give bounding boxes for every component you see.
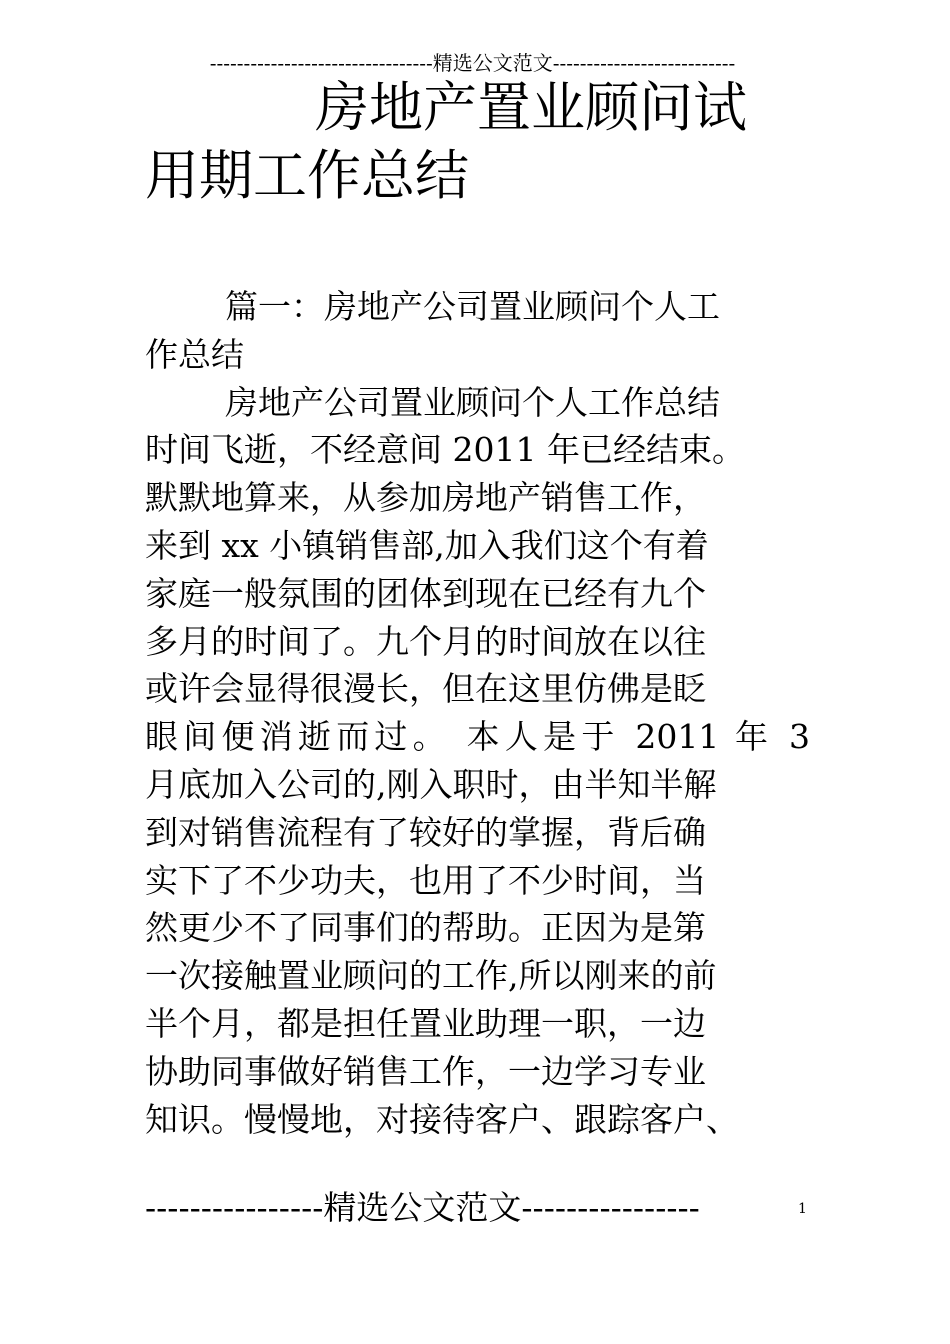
body-line: 多月的时间了。九个月的时间放在以往 xyxy=(145,621,706,661)
body-line: 眼间便消逝而过。 本人是于 2011 年 3 xyxy=(145,717,810,757)
page-number: 1 xyxy=(798,1201,807,1217)
body-line: 然更少不了同事们的帮助。正因为是第 xyxy=(145,908,706,948)
body-line: 月底加入公司的,刚入职时，由半知半解 xyxy=(145,764,717,804)
body-line: 到对销售流程有了较好的掌握，背后确 xyxy=(145,812,706,852)
body-line: 一次接触置业顾问的工作,所以刚来的前 xyxy=(145,956,717,996)
document-title xyxy=(145,74,805,210)
body-line: 来到 xx 小镇销售部,加入我们这个有着 xyxy=(145,525,709,565)
body-line: 默默地算来，从参加房地产销售工作， xyxy=(145,478,706,518)
page-header: ---------------------------------精选公文范文--------------------------- xyxy=(209,51,736,75)
title-line-1: 房地产置业顾问试 xyxy=(315,76,747,139)
page-footer: ----------------精选公文范文---------------- xyxy=(145,1188,700,1227)
title-line-2: 用期工作总结 xyxy=(145,144,469,207)
body-line: 篇一：房地产公司置业顾问个人工 xyxy=(225,287,720,326)
body-line: 知识。慢慢地，对接待客户、跟踪客户、 xyxy=(145,1099,739,1139)
body-line: 家庭一般氛围的团体到现在已经有九个 xyxy=(145,573,706,613)
body-line: 或许会显得很漫长，但在这里仿佛是眨 xyxy=(145,669,706,709)
body-line: 房地产公司置业顾问个人工作总结 xyxy=(225,382,720,422)
document-body xyxy=(145,283,810,1143)
body-line: 实下了不少功夫，也用了不少时间，当 xyxy=(145,860,706,900)
body-line: 半个月，都是担任置业助理一职，一边 xyxy=(145,1003,706,1043)
body-line: 作总结 xyxy=(145,334,244,374)
body-line: 协助同事做好销售工作，一边学习专业 xyxy=(145,1051,706,1091)
body-line: 时间飞逝，不经意间 2011 年已经结束。 xyxy=(145,430,745,470)
